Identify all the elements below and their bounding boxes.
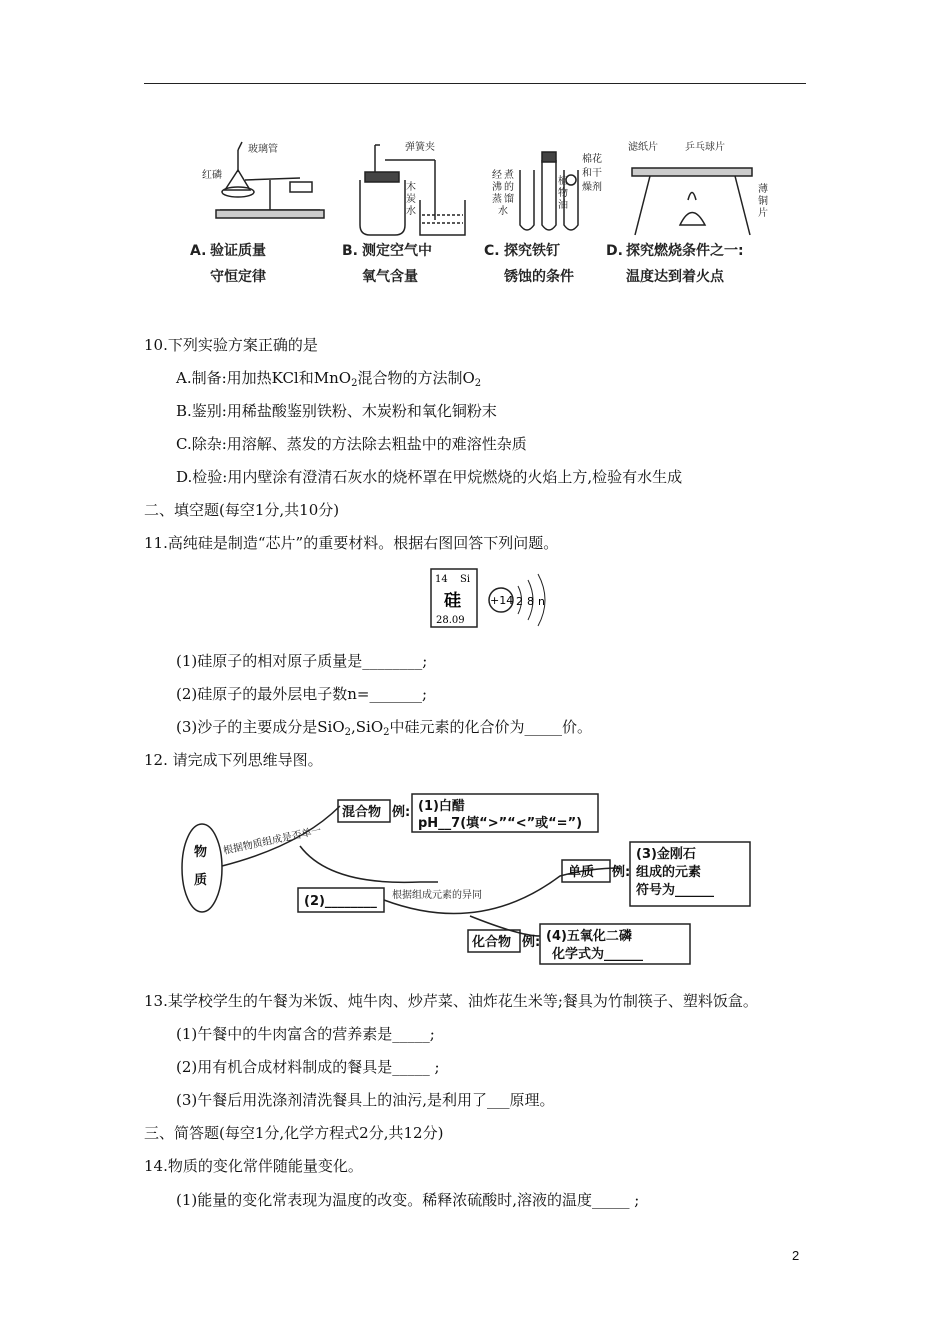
- shell-1: 2: [516, 595, 523, 608]
- section-3-heading: 三、简答题(每空1分,化学方程式2分,共12分): [144, 1124, 444, 1142]
- nucleus-charge: +14: [490, 594, 514, 607]
- element-example-1: (3)金刚石: [636, 847, 696, 862]
- compound-example-1: (4)五氧化二磷: [546, 929, 632, 944]
- q13-part2: (2)用有机合成材料制成的餐具是_____ ;: [176, 1058, 440, 1076]
- label-copper1: 薄: [758, 184, 768, 195]
- q10-option-a: A.制备:用加热KCl和MnO$_2$混合物的方法制$O_2$: [176, 369, 482, 389]
- option-b-letter: B.: [342, 243, 358, 259]
- option-c-apparatus: [520, 152, 578, 230]
- label-c-4: 的: [504, 182, 514, 193]
- label-c-2: 煮: [504, 170, 514, 181]
- mixture-example-1: (1)白醋: [418, 799, 465, 814]
- element-name: 硅: [444, 591, 461, 611]
- mind-map: [180, 786, 760, 971]
- pure-node: (2)________: [304, 894, 377, 909]
- experiment-figure: [180, 130, 780, 295]
- label-c-10: 油: [558, 200, 568, 211]
- branch-label-1: 根据物质组成是否单一: [222, 825, 323, 857]
- label-red-phosphorus: 红磷: [202, 170, 222, 181]
- option-b-line1: 测定空气中: [362, 243, 432, 259]
- q11-part1: (1)硅原子的相对原子质量是________;: [176, 652, 428, 670]
- label-c-3: 沸: [492, 182, 502, 193]
- mixture-ex: 例:: [392, 805, 411, 820]
- section-2-heading: 二、填空题(每空1分,共10分): [144, 501, 340, 519]
- option-c-letter: C.: [484, 243, 500, 259]
- q12-stem: 12. 请完成下列思维导图。: [144, 751, 323, 769]
- option-d-line1: 探究燃烧条件之一:: [626, 243, 744, 259]
- label-c-9: 物: [558, 188, 568, 199]
- option-d-line2: 温度达到着火点: [626, 269, 724, 285]
- q13-part3: (3)午餐后用洗涤剂清洗餐具上的油污,是利用了___原理。: [176, 1091, 555, 1109]
- label-filter-paper: 滤纸片: [628, 142, 658, 153]
- element-symbol: Si: [460, 574, 471, 585]
- element-mass: 28.09: [436, 615, 465, 626]
- q10-option-c: C.除杂:用溶解、蒸发的方法除去粗盐中的难溶性杂质: [176, 435, 527, 453]
- label-c-6: 馏: [504, 194, 514, 205]
- compound-example-2: 化学式为______: [552, 947, 644, 962]
- option-a-line2: 守恒定律: [210, 269, 266, 285]
- label-water: 水: [406, 206, 416, 217]
- mind-map-root-2: 质: [194, 873, 208, 888]
- option-c-line2: 锈蚀的条件: [504, 269, 574, 285]
- compound-node: 化合物: [472, 935, 512, 950]
- option-d-apparatus: [632, 168, 752, 235]
- element-ex: 例:: [612, 865, 631, 880]
- shell-3: n: [538, 595, 545, 608]
- q13-part1: (1)午餐中的牛肉富含的营养素是_____;: [176, 1025, 435, 1043]
- label-c-1: 经: [492, 170, 502, 181]
- label-c-13: 燥剂: [582, 182, 602, 193]
- page-number: 2: [792, 1248, 800, 1263]
- label-wood2: 炭: [406, 194, 416, 205]
- shell-2: 8: [527, 595, 534, 608]
- element-example-3: 符号为______: [636, 883, 715, 898]
- q10-stem: 10.下列实验方案正确的是: [144, 336, 318, 354]
- mind-map-root: 物: [194, 845, 208, 860]
- label-clamp: 弹簧夹: [405, 142, 435, 153]
- header-rule: [144, 83, 806, 84]
- q14-stem: 14.物质的变化常伴随能量变化。: [144, 1157, 363, 1175]
- q11-stem: 11.高纯硅是制造“芯片”的重要材料。根据右图回答下列问题。: [144, 534, 559, 552]
- label-c-11: 棉花: [582, 154, 602, 165]
- label-pingpong: 乒乓球片: [685, 142, 725, 153]
- silicon-diagram: [428, 566, 558, 632]
- element-example-2: 组成的元素: [636, 865, 702, 880]
- option-a-letter: A.: [190, 243, 207, 259]
- label-glass-tube: 玻璃管: [248, 144, 278, 155]
- label-wood1: 木: [406, 182, 416, 193]
- q14-part1: (1)能量的变化常表现为温度的改变。稀释浓硫酸时,溶液的温度_____ ;: [176, 1191, 640, 1209]
- option-b-line2: 氧气含量: [362, 269, 418, 285]
- q13-stem: 13.某学校学生的午餐为米饭、炖牛肉、炒芹菜、油炸花生米等;餐具为竹制筷子、塑料饭盒。: [144, 992, 758, 1010]
- label-c-5: 蒸: [492, 194, 502, 205]
- label-c-12: 和干: [582, 168, 602, 179]
- label-copper2: 铜: [758, 196, 768, 207]
- mixture-example-2: pH__7(填“>”“<”或“=”): [418, 816, 583, 831]
- label-copper3: 片: [758, 208, 768, 219]
- q10-option-b: B.鉴别:用稀盐酸鉴别铁粉、木炭粉和氧化铜粉末: [176, 402, 497, 420]
- element-number: 14: [435, 574, 448, 585]
- element-node: 单质: [568, 865, 595, 880]
- option-d-letter: D.: [606, 243, 623, 259]
- compound-ex: 例:: [522, 935, 541, 950]
- option-c-line1: 探究铁钉: [504, 243, 560, 259]
- q11-part2: (2)硅原子的最外层电子数n=_______;: [176, 685, 428, 703]
- q11-part3: (3)沙子的主要成分是SiO$_2$,SiO$_2$中硅元素的化合价为_____价。: [176, 718, 593, 738]
- option-a-line1: 验证质量: [210, 243, 266, 259]
- branch-label-2: 根据组成元素的异同: [392, 890, 482, 901]
- q10-option-d: D.检验:用内壁涂有澄清石灰水的烧杯罩在甲烷燃烧的火焰上方,检验有水生成: [176, 468, 683, 486]
- mixture-node: 混合物: [342, 805, 382, 820]
- label-c-7: 水: [498, 206, 508, 217]
- label-c-8: 植: [558, 176, 568, 187]
